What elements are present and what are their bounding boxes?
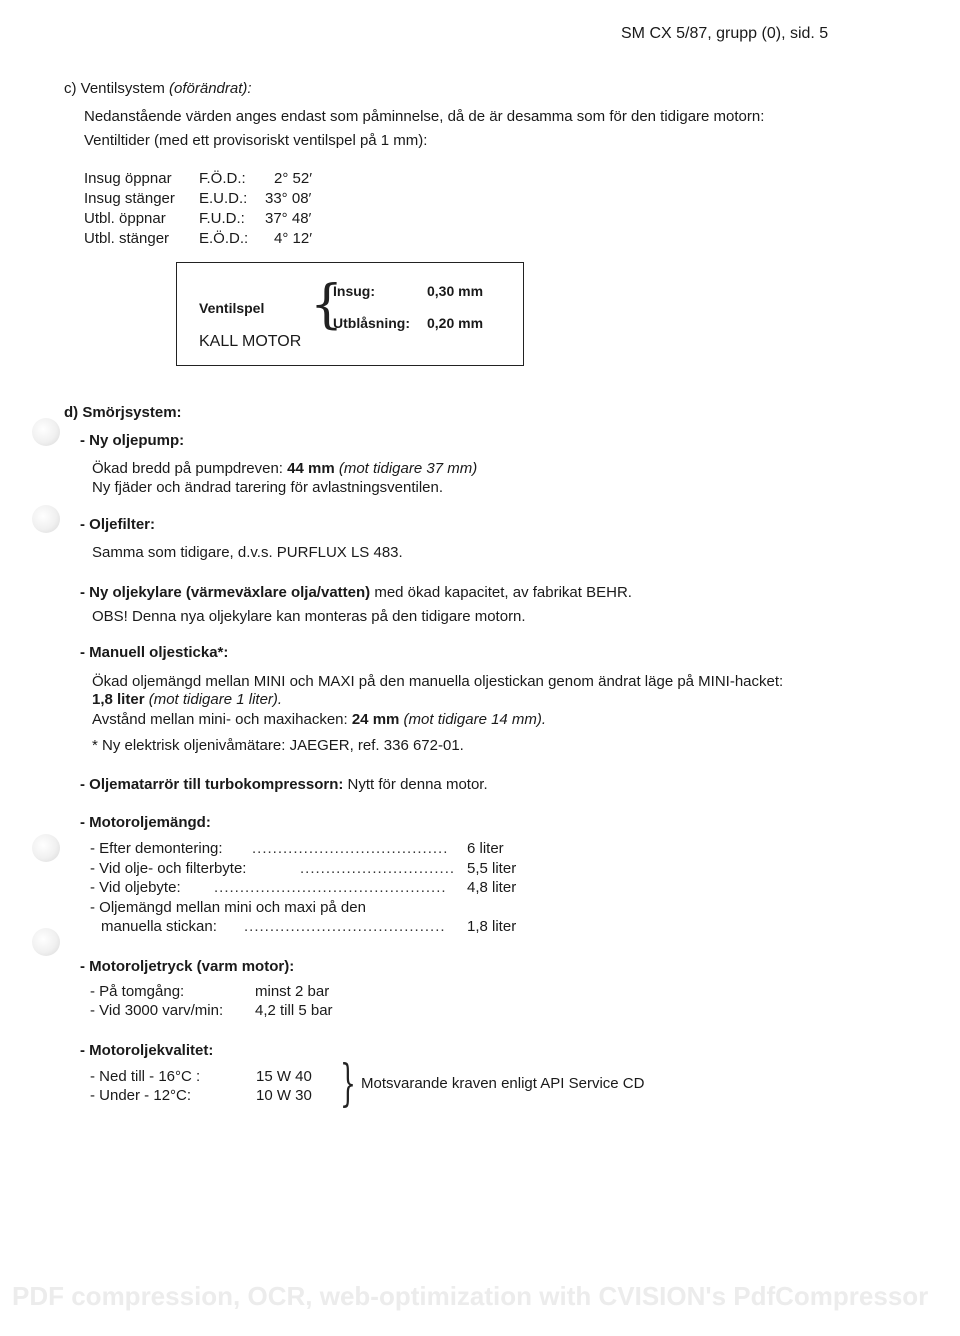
oljekylare-line	[80, 584, 632, 603]
tryck-label: - Vid 3000 varv/min:	[90, 1002, 224, 1019]
sticka-line-3-value: 24 mm	[351, 711, 400, 728]
oljepump-line-1-text: Ökad bredd på pumpdreven:	[92, 460, 288, 477]
punch-hole	[32, 928, 60, 956]
dot-leader: ..............................	[300, 860, 456, 877]
section-c-title	[64, 80, 252, 99]
valve-clearance-box	[176, 262, 524, 366]
timing-value: 33° 08′	[265, 190, 312, 207]
sticka-line-2	[92, 691, 282, 710]
timing-code: F.Ö.D.:	[199, 170, 246, 187]
tryck-label: - På tomgång:	[90, 983, 185, 1000]
utbl-value: 0,20 mm	[427, 315, 484, 331]
kvalitet-label: - Ned till - 16°C :	[90, 1068, 201, 1085]
section-c-intro: Nedanstående värden anges endast som påminnelse, då de är desamma som för den tidigare motorn:	[84, 108, 765, 125]
dot-leader: .......................................	[244, 918, 446, 935]
sticka-title: - Manuell oljesticka*:	[80, 644, 229, 661]
sticka-line-2-note: (mot tidigare 1 liter).	[144, 691, 283, 708]
dot-leader: ......................................	[252, 840, 449, 857]
timing-label: Insug stänger	[84, 190, 175, 207]
kvalitet-label: - Under - 12°C:	[90, 1087, 192, 1104]
oljefilter-text: Samma som tidigare, d.v.s. PURFLUX LS 483.	[92, 544, 403, 561]
mangd-label: - Oljemängd mellan mini och maxi på den	[90, 899, 366, 916]
timing-value: 4° 12′	[274, 230, 313, 247]
mangd-value: 4,8 liter	[467, 879, 517, 896]
tryck-value: 4,2 till 5 bar	[255, 1002, 333, 1019]
section-c-title-note: (oförändrat):	[169, 80, 252, 97]
tryck-title: - Motoroljetryck (varm motor):	[80, 958, 295, 975]
insug-value: 0,30 mm	[427, 283, 484, 299]
oljekylare-title: - Ny oljekylare (värmeväxlare olja/vatten)	[80, 584, 371, 601]
sticka-line-1: Ökad oljemängd mellan MINI och MAXI på den manuella oljestickan genom ändrat läge på MINI-hacket:	[92, 673, 784, 690]
oljepump-line-1-note: (mot tidigare 37 mm)	[334, 460, 478, 477]
ventilspel-label: Ventilspel	[199, 300, 265, 316]
timing-label: Utbl. öppnar	[84, 210, 166, 227]
kall-motor-label: KALL MOTOR	[199, 333, 302, 350]
punch-hole	[32, 834, 60, 862]
brace-icon: }	[340, 1054, 356, 1112]
page-header: SM CX 5/87, grupp (0), sid. 5	[621, 25, 829, 42]
sticka-line-2-value: 1,8 liter	[92, 691, 145, 708]
timing-code: E.U.D.:	[199, 190, 248, 207]
timing-label: Insug öppnar	[84, 170, 172, 187]
oljepump-line-1-value: 44 mm	[287, 460, 335, 477]
punch-hole	[32, 505, 60, 533]
mangd-label: - Efter demontering:	[90, 840, 223, 857]
obs-note: OBS! Denna nya oljekylare kan monteras på den tidigare motorn.	[92, 608, 526, 625]
kvalitet-value: 15 W 40	[256, 1068, 312, 1085]
oljekylare-text: med ökad kapacitet, av fabrikat BEHR.	[370, 584, 632, 601]
mangd-label: manuella stickan:	[101, 918, 217, 935]
matarror-title: - Oljematarrör till turbokompressorn:	[80, 776, 344, 793]
section-c-title-text: c) Ventilsystem	[64, 80, 170, 97]
timing-code: E.Ö.D.:	[199, 230, 249, 247]
section-d-title: d) Smörjsystem:	[64, 404, 182, 421]
mangd-value: 1,8 liter	[467, 918, 517, 935]
mangd-label: - Vid olje- och filterbyte:	[90, 860, 247, 877]
sticka-line-3	[92, 711, 546, 730]
punch-hole	[32, 418, 60, 446]
matarror-line	[80, 776, 488, 795]
oljepump-title: - Ny oljepump:	[80, 432, 185, 449]
mangd-title: - Motoroljemängd:	[80, 814, 211, 831]
timing-label: Utbl. stänger	[84, 230, 170, 247]
kvalitet-note: Motsvarande kraven enligt API Service CD	[361, 1075, 645, 1092]
oljepump-line-1	[92, 460, 477, 479]
timing-code: F.U.D.:	[199, 210, 245, 227]
mangd-value: 6 liter	[467, 840, 504, 857]
matarror-text: Nytt för denna motor.	[343, 776, 488, 793]
oljefilter-title: - Oljefilter:	[80, 516, 156, 533]
footer-watermark: PDF compression, OCR, web-optimization with CVISION's PdfCompressor	[12, 1281, 929, 1311]
brace-icon: {	[310, 275, 344, 335]
insug-label: Insug:	[333, 283, 375, 299]
section-c-subtitle: Ventiltider (med ett provisoriskt ventilspel på 1 mm):	[84, 132, 428, 149]
utbl-label: Utblåsning:	[333, 315, 410, 331]
kvalitet-value: 10 W 30	[256, 1087, 312, 1104]
kvalitet-title: - Motoroljekvalitet:	[80, 1042, 214, 1059]
sticka-line-3-text: Avstånd mellan mini- och maxihacken:	[92, 711, 352, 728]
timing-value: 37° 48′	[265, 210, 312, 227]
oljepump-line-2: Ny fjäder och ändrad tarering för avlastningsventilen.	[92, 479, 444, 496]
sticka-line-3-note: (mot tidigare 14 mm).	[399, 711, 547, 728]
tryck-value: minst 2 bar	[255, 983, 330, 1000]
dot-leader: .............................................	[214, 879, 447, 896]
mangd-label: - Vid oljebyte:	[90, 879, 181, 896]
mangd-value: 5,5 liter	[467, 860, 517, 877]
timing-value: 2° 52′	[274, 170, 313, 187]
sticka-note: * Ny elektrisk oljenivåmätare: JAEGER, ref. 336 672-01.	[92, 737, 464, 754]
